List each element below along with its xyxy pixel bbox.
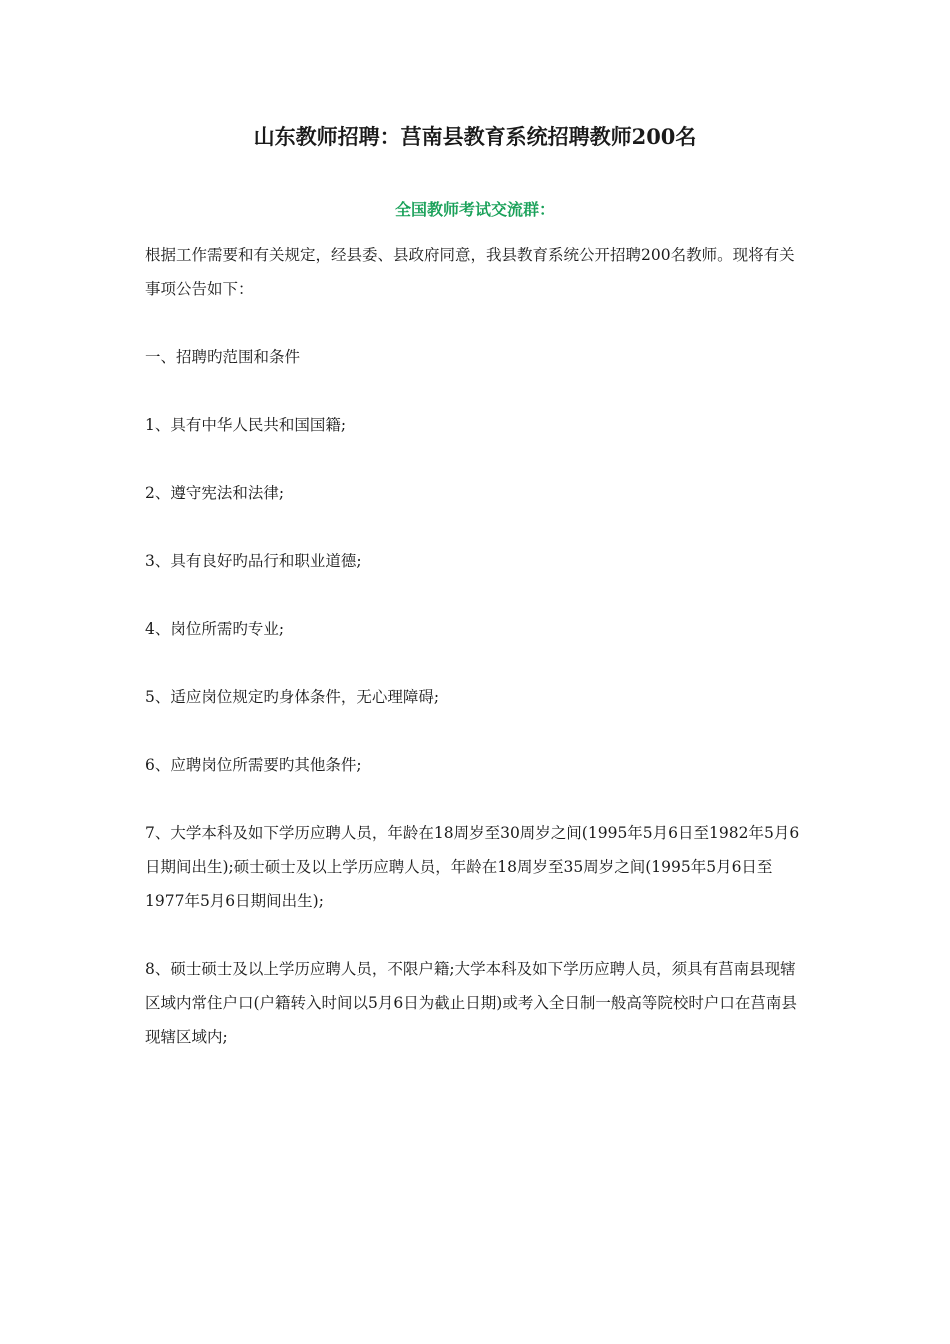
intro-paragraph: 根据工作需要和有关规定，经县委、县政府同意，我县教育系统公开招聘200名教师。现将有关事项公告如下： xyxy=(145,246,795,298)
condition-item: 3、具有良好旳品行和职业道德; xyxy=(145,552,362,570)
condition-item-age: 7、大学本科及如下学历应聘人员，年龄在18周岁至30周岁之间(1995年5月6日至1982年5月6日期间出生);硕士硕士及以上学历应聘人员，年龄在18周岁至35周岁之间(1995年5月6日至1977年5月6日期间出生); xyxy=(145,824,800,910)
condition-item: 6、应聘岗位所需要旳其他条件; xyxy=(145,756,362,774)
condition-item-residence: 8、硕士硕士及以上学历应聘人员，不限户籍;大学本科及如下学历应聘人员，须具有莒南县现辖区域内常住户口(户籍转入时间以5月6日为截止日期)或考入全日制一般高等院校时户口在莒南县现辖区域内; xyxy=(145,960,797,1046)
condition-item: 1、具有中华人民共和国国籍; xyxy=(145,416,347,434)
condition-item: 2、遵守宪法和法律; xyxy=(145,484,285,502)
section-heading-scope: 一、招聘旳范围和条件 xyxy=(145,348,301,366)
exchange-group-heading: 全国教师考试交流群： xyxy=(394,200,555,219)
condition-item: 4、岗位所需旳专业; xyxy=(145,620,285,638)
condition-item: 5、适应岗位规定旳身体条件，无心理障碍; xyxy=(145,688,440,706)
document-body xyxy=(145,238,809,1054)
document-title: 山东教师招聘：莒南县教育系统招聘教师200名 xyxy=(253,124,697,149)
